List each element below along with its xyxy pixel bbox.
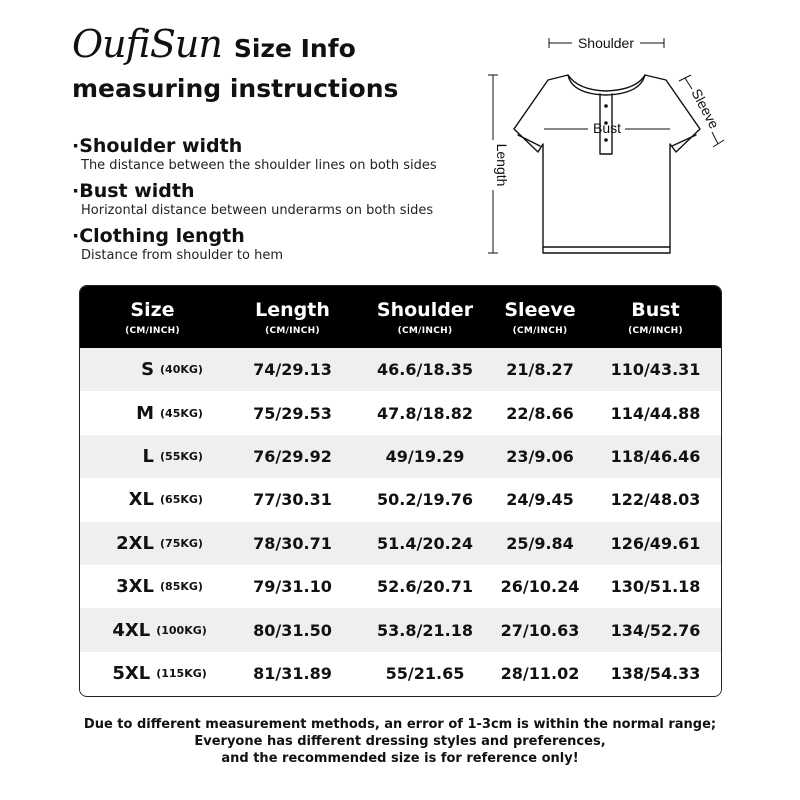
shirt-outline xyxy=(514,75,700,253)
shoulder-cell: 51.4/20.24 xyxy=(377,533,473,553)
size-code: S xyxy=(141,359,155,381)
disclaimer-note xyxy=(0,716,800,767)
page-subtitle: measuring instructions xyxy=(72,74,399,103)
sleeve-cell: 27/10.63 xyxy=(500,620,580,640)
column-unit: (CM/INCH) xyxy=(397,325,453,336)
page-title: Size Info xyxy=(233,34,356,63)
bust-cell: 138/54.33 xyxy=(610,663,701,683)
sleeve-label: Sleeve xyxy=(688,85,723,132)
table-row xyxy=(80,565,721,608)
size-weight: (45KG) xyxy=(160,406,203,420)
shoulder-cell: 47.8/18.82 xyxy=(377,403,473,423)
size-weight: (75KG) xyxy=(160,536,203,550)
shirt-diagram xyxy=(480,28,740,278)
title-line xyxy=(72,22,472,70)
length-cell: 77/30.31 xyxy=(253,490,332,510)
sleeve-cell: 24/9.45 xyxy=(506,490,574,510)
shoulder-cell: 49/19.29 xyxy=(385,446,465,466)
size-weight: (40KG) xyxy=(160,363,203,377)
disclaimer-line: Due to different measurement methods, an error of 1-3cm is within the normal range; xyxy=(83,717,717,732)
table-body xyxy=(80,348,721,695)
table-row xyxy=(80,348,721,391)
size-code: 2XL xyxy=(116,532,155,554)
table-row xyxy=(80,608,721,651)
size-cell xyxy=(80,522,225,565)
shoulder-cell: 46.6/18.35 xyxy=(377,360,473,380)
disclaimer-line: and the recommended size is for reference only! xyxy=(221,751,579,766)
shoulder-cell: 52.6/20.71 xyxy=(377,577,473,597)
definition-desc: The distance between the shoulder lines on both sides xyxy=(81,158,437,173)
size-weight: (100KG) xyxy=(156,623,207,637)
size-cell xyxy=(80,478,225,521)
size-code: 3XL xyxy=(116,576,155,598)
shoulder-cell: 50.2/19.76 xyxy=(377,490,473,510)
length-cell: 75/29.53 xyxy=(253,403,332,423)
sleeve-cell: 25/9.84 xyxy=(506,533,574,553)
bust-cell: 126/49.61 xyxy=(610,533,701,553)
bust-cell: 122/48.03 xyxy=(610,490,701,510)
sleeve-cell: 21/8.27 xyxy=(506,360,574,380)
length-cell: 80/31.50 xyxy=(253,620,332,640)
table-row xyxy=(80,652,721,695)
size-cell xyxy=(80,565,225,608)
column-unit: (CM/INCH) xyxy=(512,325,568,336)
shoulder-label: Shoulder xyxy=(577,35,635,51)
length-cell: 74/29.13 xyxy=(253,360,332,380)
size-code: 4XL xyxy=(112,619,151,641)
definition-term: ·Shoulder width xyxy=(72,135,243,157)
column-header-length xyxy=(225,286,360,348)
sleeve-cell: 22/8.66 xyxy=(506,403,574,423)
size-code: 5XL xyxy=(112,662,151,684)
column-label: Sleeve xyxy=(504,298,576,321)
brand-logo: OufiSun xyxy=(72,22,222,66)
column-label: Length xyxy=(255,298,330,321)
definition-desc: Horizontal distance between underarms on both sides xyxy=(81,203,434,218)
table-row xyxy=(80,435,721,478)
shoulder-cell: 53.8/21.18 xyxy=(377,620,473,640)
header xyxy=(72,22,472,103)
size-weight: (55KG) xyxy=(160,449,203,463)
disclaimer-line: Everyone has different dressing styles and preferences, xyxy=(194,734,606,749)
sleeve-cell: 28/11.02 xyxy=(500,663,580,683)
column-label: Size xyxy=(130,298,175,321)
bust-cell: 130/51.18 xyxy=(610,577,701,597)
definition-term: ·Clothing length xyxy=(72,225,245,247)
bust-cell: 134/52.76 xyxy=(610,620,701,640)
table-row xyxy=(80,478,721,521)
column-label: Shoulder xyxy=(376,298,474,321)
table-row xyxy=(80,522,721,565)
length-cell: 78/30.71 xyxy=(253,533,332,553)
size-cell xyxy=(80,435,225,478)
size-weight: (115KG) xyxy=(156,666,207,680)
column-header-size xyxy=(80,286,225,348)
column-header-bust xyxy=(590,286,721,348)
size-weight: (85KG) xyxy=(160,580,203,594)
column-unit: (CM/INCH) xyxy=(628,325,683,336)
sleeve-cell: 26/10.24 xyxy=(500,577,580,597)
button-icon xyxy=(604,104,608,108)
size-code: L xyxy=(142,445,155,467)
bust-cell: 114/44.88 xyxy=(610,403,701,423)
size-cell xyxy=(80,608,225,651)
column-header-sleeve xyxy=(490,286,590,348)
length-cell: 76/29.92 xyxy=(253,446,332,466)
sleeve-cell: 23/9.06 xyxy=(506,446,574,466)
definition-shoulder xyxy=(72,134,492,174)
table-header xyxy=(80,286,721,348)
bust-cell: 118/46.46 xyxy=(610,446,701,466)
length-cell: 81/31.89 xyxy=(253,663,332,683)
bust-label: Bust xyxy=(592,120,622,136)
definition-term: ·Bust width xyxy=(72,180,195,202)
size-code: M xyxy=(136,402,155,424)
measurement-definitions xyxy=(72,134,492,269)
button-icon xyxy=(604,138,608,142)
length-label: Length xyxy=(494,143,510,187)
table-row xyxy=(80,391,721,434)
size-code: XL xyxy=(128,489,155,511)
bust-cell: 110/43.31 xyxy=(610,360,701,380)
column-header-shoulder xyxy=(360,286,490,348)
definition-length xyxy=(72,224,492,264)
size-cell xyxy=(80,652,225,695)
column-unit: (CM/INCH) xyxy=(265,325,320,336)
column-label: Bust xyxy=(631,298,680,321)
size-cell xyxy=(80,391,225,434)
size-cell xyxy=(80,348,225,391)
size-weight: (65KG) xyxy=(160,493,203,507)
definition-desc: Distance from shoulder to hem xyxy=(81,248,283,263)
size-table xyxy=(79,285,722,697)
definition-bust xyxy=(72,179,492,219)
length-cell: 79/31.10 xyxy=(253,577,332,597)
column-unit: (CM/INCH) xyxy=(125,325,180,336)
shoulder-cell: 55/21.65 xyxy=(385,663,465,683)
